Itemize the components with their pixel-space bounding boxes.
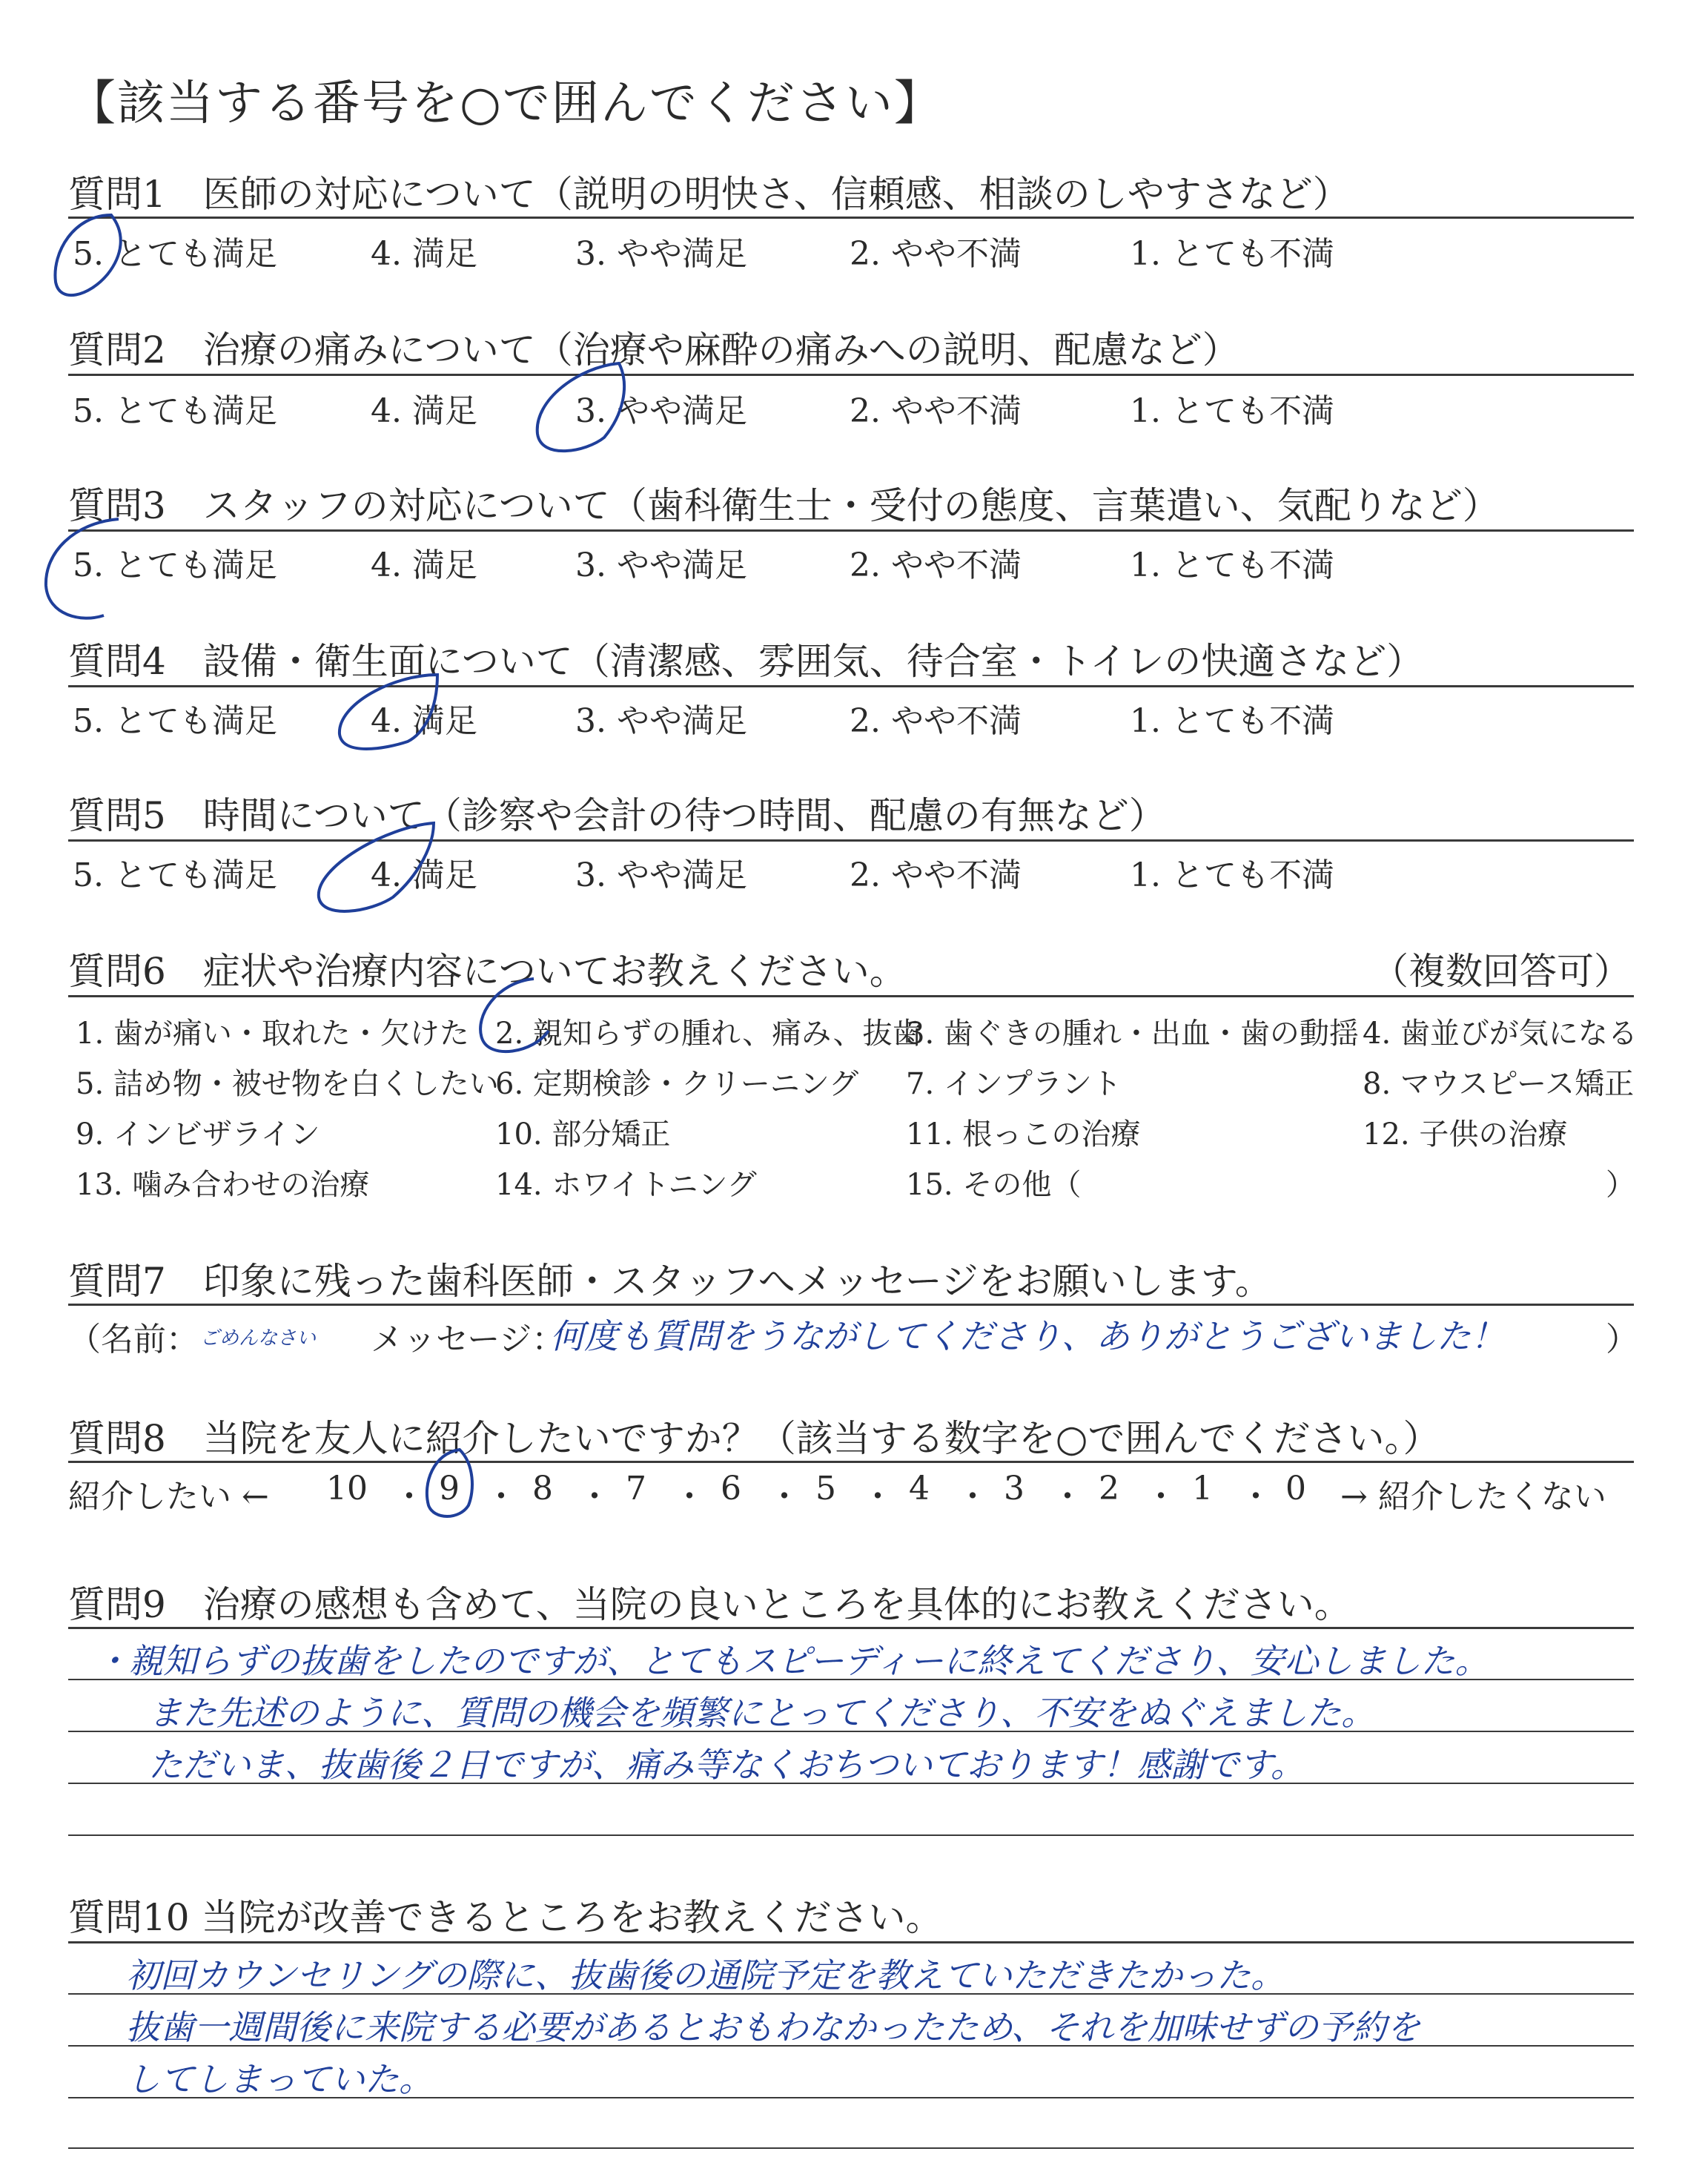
q4-option-1[interactable]: 1. とても不満: [1130, 702, 1334, 740]
q5-option-1[interactable]: 1. とても不満: [1130, 856, 1334, 894]
q8-scale-sep: ・: [956, 1478, 989, 1516]
answer-line: [68, 2147, 1634, 2149]
question-7-rule: [68, 1304, 1634, 1306]
q8-scale-1[interactable]: 1: [1192, 1470, 1213, 1507]
q2-option-2[interactable]: 2. やや不満: [850, 392, 1022, 430]
q10-answer-line-3[interactable]: してしまっていた。: [126, 2059, 433, 2099]
question-6-note: （複数回答可）: [1371, 950, 1631, 993]
q8-scale-3[interactable]: 3: [1004, 1470, 1025, 1507]
q2-option-4[interactable]: 4. 満足: [371, 392, 477, 430]
q3-option-1[interactable]: 1. とても不満: [1130, 546, 1334, 584]
q6-option-13[interactable]: 13. 噛み合わせの治療: [76, 1168, 370, 1202]
q6-option-15-close: ）: [1606, 1168, 1635, 1202]
q5-option-5[interactable]: 5. とても満足: [73, 856, 277, 894]
q8-scale-sep: ・: [393, 1478, 426, 1516]
q3-option-4[interactable]: 4. 満足: [371, 546, 477, 584]
q9-answer-line-1[interactable]: ・親知らずの抜歯をしたのですが、とてもスピーディーに終えてくださり、安心しました。: [95, 1641, 1489, 1681]
q4-option-5[interactable]: 5. とても満足: [73, 702, 277, 740]
q6-option-7[interactable]: 7. インプラント: [906, 1067, 1122, 1101]
q1-option-4[interactable]: 4. 満足: [371, 235, 477, 273]
q4-option-2[interactable]: 2. やや不満: [850, 702, 1022, 740]
q8-scale-sep: ・: [1239, 1478, 1272, 1516]
q8-scale-sep: ・: [578, 1478, 611, 1516]
q8-scale-10[interactable]: 10: [326, 1470, 368, 1507]
question-8-rule: [68, 1461, 1634, 1463]
q2-option-1[interactable]: 1. とても不満: [1130, 392, 1334, 430]
q1-option-2[interactable]: 2. やや不満: [850, 235, 1022, 273]
q8-scale-6[interactable]: 6: [721, 1470, 741, 1507]
q9-answer-line-2[interactable]: また先述のように、質問の機会を頻繁にとってくださり、不安をぬぐえました。: [148, 1693, 1376, 1733]
q8-scale-sep: ・: [1051, 1478, 1084, 1516]
q4-option-4[interactable]: 4. 満足: [371, 702, 477, 740]
q8-scale-0[interactable]: 0: [1285, 1470, 1306, 1507]
q7-name-label: （名前：: [68, 1321, 199, 1358]
question-9-title: 質問9 治療の感想も含めて、当院の良いところを具体的にお教えください。: [68, 1583, 1351, 1626]
question-1-title: 質問1 医師の対応について（説明の明快さ、信頼感、相談のしやすさなど）: [68, 173, 1350, 216]
q7-message-label: メッセージ：: [371, 1321, 565, 1358]
q6-option-9[interactable]: 9. インビザライン: [76, 1117, 320, 1152]
q9-answer-line-3[interactable]: ただいま、抜歯後２日ですが、痛み等なくおちついております！感謝です。: [148, 1745, 1305, 1785]
question-9-rule: [68, 1627, 1634, 1629]
q6-option-6[interactable]: 6. 定期検診・クリーニング: [495, 1067, 859, 1101]
question-4-rule: [68, 685, 1634, 687]
q6-option-1[interactable]: 1. 歯が痛い・取れた・欠けた: [76, 1017, 469, 1051]
q6-option-14[interactable]: 14. ホワイトニング: [495, 1168, 757, 1202]
q6-option-15[interactable]: 15. その他（: [906, 1168, 1082, 1202]
q8-scale-sep: ・: [485, 1478, 517, 1516]
q6-option-10[interactable]: 10. 部分矯正: [495, 1117, 671, 1152]
question-6-rule: [68, 995, 1634, 997]
question-5-rule: [68, 839, 1634, 842]
sheet-header: 【該当する番号を○で囲んでください】: [68, 76, 943, 131]
q8-scale-sep: ・: [673, 1478, 706, 1516]
q6-option-12[interactable]: 12. 子供の治療: [1363, 1117, 1568, 1152]
q8-scale-sep: ・: [1145, 1478, 1177, 1516]
q10-answer-line-2[interactable]: 抜歯一週間後に来院する必要があるとおもわなかったため、それを加味せずの予約を: [126, 2007, 1421, 2047]
question-10-title: 質問10 当院が改善できるところをお教えください。: [68, 1896, 943, 1939]
q6-option-4[interactable]: 4. 歯並びが気になる: [1363, 1017, 1638, 1051]
q8-scale-2[interactable]: 2: [1099, 1470, 1119, 1507]
q8-right-label: → 紹介したくない: [1340, 1478, 1606, 1516]
question-5-title: 質問5 時間について（診察や会計の待つ時間、配慮の有無など）: [68, 794, 1166, 837]
q1-option-1[interactable]: 1. とても不満: [1130, 235, 1334, 273]
q6-option-5[interactable]: 5. 詰め物・被せ物を白くしたい: [76, 1067, 499, 1101]
q1-option-3[interactable]: 3. やや満足: [575, 235, 747, 273]
q8-scale-9[interactable]: 9: [439, 1470, 460, 1507]
question-1-rule: [68, 217, 1634, 219]
q8-scale-7[interactable]: 7: [626, 1470, 646, 1507]
q6-option-3[interactable]: 3. 歯ぐきの腫れ・出血・歯の動揺: [906, 1017, 1359, 1051]
question-6-title: 質問6 症状や治療内容についてお教えください。: [68, 950, 907, 993]
question-4-title: 質問4 設備・衛生面について（清潔感、雰囲気、待合室・トイレの快適さなど）: [68, 640, 1424, 683]
q8-scale-5[interactable]: 5: [815, 1470, 836, 1507]
q8-scale-8[interactable]: 8: [532, 1470, 553, 1507]
q1-option-5[interactable]: 5. とても満足: [73, 235, 277, 273]
question-8-title: 質問8 当院を友人に紹介したいですか？（該当する数字を○で囲んでください。）: [68, 1417, 1440, 1460]
q3-option-3[interactable]: 3. やや満足: [575, 546, 747, 584]
q5-option-3[interactable]: 3. やや満足: [575, 856, 747, 894]
q3-option-2[interactable]: 2. やや不満: [850, 546, 1022, 584]
q6-option-2[interactable]: 2. 親知らずの腫れ、痛み、抜歯: [495, 1017, 922, 1051]
q5-option-4[interactable]: 4. 満足: [371, 856, 477, 894]
q6-option-8[interactable]: 8. マウスピース矯正: [1363, 1067, 1635, 1101]
q3-option-5[interactable]: 5. とても満足: [73, 546, 277, 584]
q4-option-3[interactable]: 3. やや満足: [575, 702, 747, 740]
question-3-title: 質問3 スタッフの対応について（歯科衛生士・受付の態度、言葉遣い、気配りなど）: [68, 484, 1500, 527]
question-2-rule: [68, 374, 1634, 376]
q7-message-value[interactable]: 何度も質問をうながしてくださり、ありがとうございました！: [550, 1316, 1505, 1356]
q7-name-value[interactable]: ごめんなさい: [200, 1327, 317, 1350]
question-3-rule: [68, 529, 1634, 532]
answer-line: [68, 1834, 1634, 1836]
q2-option-5[interactable]: 5. とても満足: [73, 392, 277, 430]
q8-left-label: 紹介したい ←: [68, 1478, 269, 1516]
q7-close: ）: [1606, 1321, 1638, 1358]
q8-scale-4[interactable]: 4: [909, 1470, 930, 1507]
question-10-rule: [68, 1941, 1634, 1943]
q2-option-3[interactable]: 3. やや満足: [575, 392, 747, 430]
q6-option-11[interactable]: 11. 根っこの治療: [906, 1117, 1141, 1152]
q5-option-2[interactable]: 2. やや不満: [850, 856, 1022, 894]
question-7-title: 質問7 印象に残った歯科医師・スタッフへメッセージをお願いします。: [68, 1260, 1272, 1303]
q8-scale-sep: ・: [768, 1478, 801, 1516]
q8-scale-sep: ・: [861, 1478, 894, 1516]
question-2-title: 質問2 治療の痛みについて（治療や麻酔の痛みへの説明、配慮など）: [68, 328, 1239, 371]
q10-answer-line-1[interactable]: 初回カウンセリングの際に、抜歯後の通院予定を教えていただきたかった。: [126, 1955, 1285, 1995]
